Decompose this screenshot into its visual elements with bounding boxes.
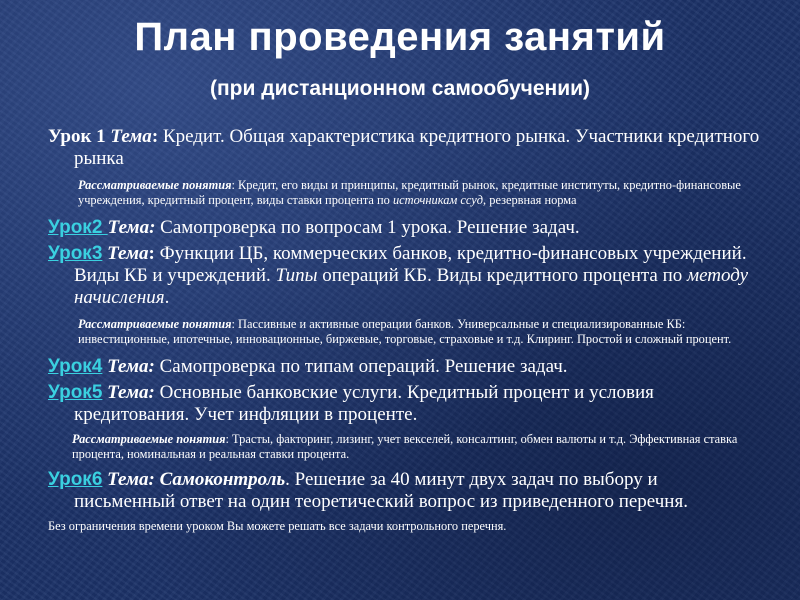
lesson-2-link[interactable]: Урок2 xyxy=(48,217,108,238)
lesson-2 xyxy=(48,217,760,239)
lesson-3-link[interactable]: Урок3 xyxy=(48,243,103,264)
lesson-1-label: Урок 1 xyxy=(48,126,106,147)
lesson-4-topic-label: Тема: xyxy=(102,356,155,377)
lesson-1-text: Кредит. Общая характеристика кредитного рынка. Участники кредитного рынка xyxy=(74,126,760,169)
lesson-6 xyxy=(48,469,760,513)
lesson-3-colon: : xyxy=(148,243,155,264)
lesson-1-topic-label: Тема xyxy=(110,126,152,147)
lesson-3-concepts xyxy=(48,317,760,346)
lesson-3-text-c: . xyxy=(164,287,170,308)
lesson-5 xyxy=(48,382,760,426)
lesson-5-concepts xyxy=(48,432,760,461)
lesson-plan xyxy=(48,126,760,534)
lesson-3-concepts-text: : Пассивные и активные операции банков. Универсальные и специализированные КБ: инвестиционные, ипотечные, инновационные, биржевые, торговые, страховые и т.д. Клиринг. Простой и сложный процент. xyxy=(78,317,732,346)
lesson-5-topic-label: Тема: xyxy=(102,382,155,403)
lesson-3-text-a: Функции ЦБ, коммерческих банков, кредитно-финансовых учреждений. Виды КБ и учреждений. xyxy=(74,243,747,286)
lesson-3-text-b: операций КБ. Виды кредитного процента по xyxy=(317,265,687,286)
lesson-1 xyxy=(48,126,760,170)
lesson-5-concepts-text: : Трасты, факторинг, лизинг, учет векселей, консалтинг, обмен валюты и т.д. Эффективная ставка процента, номинальная и реальная ставки процента. xyxy=(72,432,738,461)
lesson-2-text: Самопроверка по вопросам 1 урока. Решение задач. xyxy=(155,217,580,238)
lesson-4 xyxy=(48,356,760,378)
lesson-5-link[interactable]: Урок5 xyxy=(48,382,103,403)
lesson-5-concepts-label: Рассматриваемые понятия xyxy=(72,432,226,446)
lesson-3-method: методу начисления xyxy=(74,265,749,308)
page-title: План проведения занятий xyxy=(134,15,666,59)
lesson-2-topic-label: Тема: xyxy=(107,217,156,238)
lesson-1-colon: : xyxy=(151,126,159,147)
lesson-5-text: Основные банковские услуги. Кредитный процент и условия кредитования. Учет инфляции в проценте. xyxy=(74,382,654,425)
lesson-1-concepts-text-c: , резервная норма xyxy=(483,192,577,207)
page-subtitle: (при дистанционном самообучении) xyxy=(209,77,591,100)
lesson-3-topic-label: Тема xyxy=(102,243,149,264)
lesson-1-concepts-text-a: : Кредит, его виды и принципы, кредитный рынок, кредитные институты, кредитно-финансовые учреждения, кредитный процент, виды ставки процента по xyxy=(78,178,741,207)
lesson-4-text: Самопроверка по типам операций. Решение задач. xyxy=(154,356,568,377)
lesson-3-concepts-label: Рассматриваемые понятия xyxy=(78,317,232,331)
lesson-1-concepts-label: Рассматриваемые понятия xyxy=(78,178,232,192)
lesson-1-concepts-text-b: источникам ссуд xyxy=(392,192,484,207)
lesson-6-topic-label: Тема: Самоконтроль xyxy=(102,469,286,490)
lesson-1-concepts xyxy=(48,178,760,207)
footer-note: Без ограничения времени уроком Вы можете решать все задачи контрольного перечня. xyxy=(48,519,507,533)
lesson-6-text: . Решение за 40 минут двух задач по выбору и письменный ответ на один теоретический вопрос из приведенного перечня. xyxy=(74,469,688,512)
lesson-4-link[interactable]: Урок4 xyxy=(48,356,103,377)
lesson-6-link[interactable]: Урок6 xyxy=(48,469,103,490)
lesson-3 xyxy=(48,243,760,309)
lesson-3-types: Типы xyxy=(275,265,318,286)
